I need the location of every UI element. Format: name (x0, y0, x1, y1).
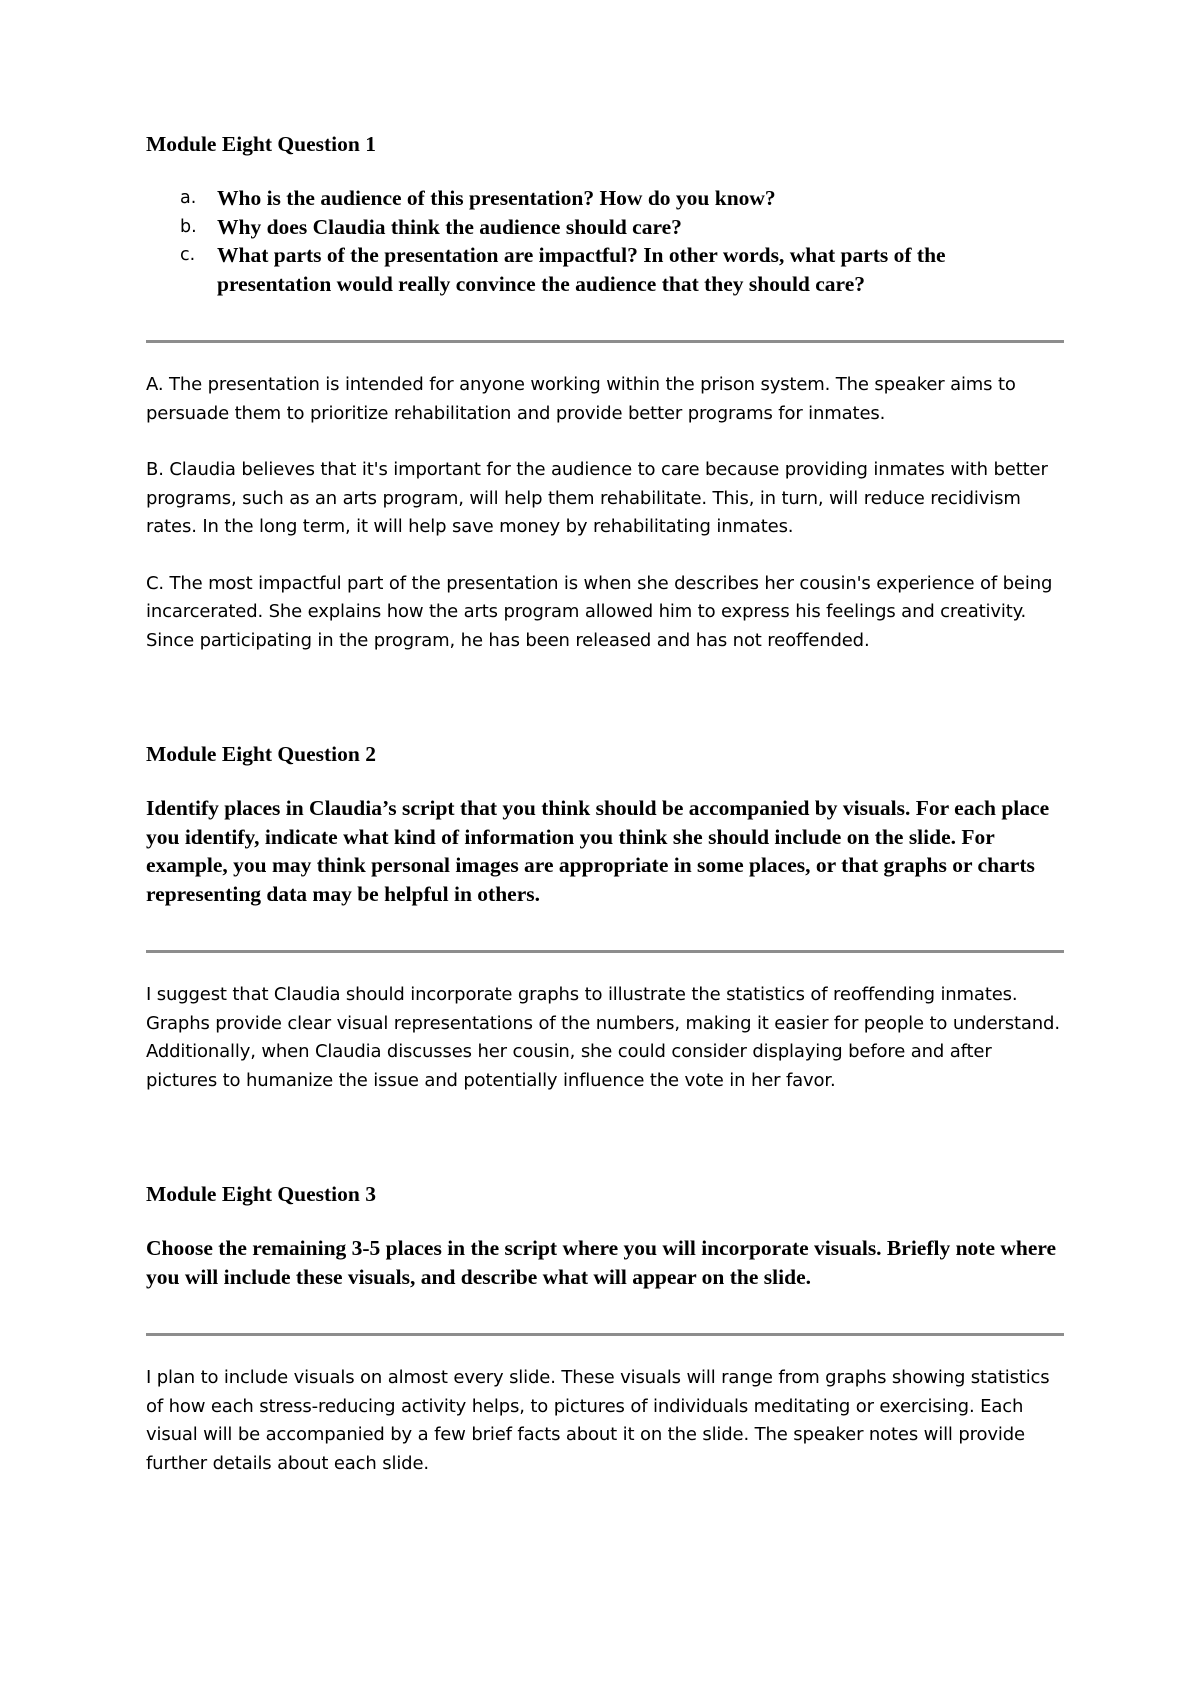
question-2-prompt: Identify places in Claudia’s script that you think should be accompanied by visuals. For each place you identify, indicate what kind of information you think she should include on the slide. For example, you may think personal images are appropriate in some places, or that graphs or charts representing data may be helpful in others. (146, 796, 1050, 906)
list-marker: c. (180, 245, 196, 265)
question-1-section (146, 130, 1064, 655)
question-1-title: Module Eight Question 1 (146, 132, 376, 156)
section-divider (146, 1333, 1064, 1336)
question-1-item-a (146, 184, 1064, 213)
list-item-text: Who is the audience of this presentation? How do you know? (217, 186, 776, 210)
question-3-section (146, 1180, 1064, 1478)
list-marker: a. (180, 188, 197, 208)
answer-1c: C. The most impactful part of the presentation is when she describes her cousin's experience of being incarcerated. She explains how the arts program allowed him to express his feelings and creativity. Since participating in the program, he has been released and has not reoffended. (146, 572, 1053, 651)
question-1-item-b (146, 213, 1064, 242)
list-item-text: Why does Claudia think the audience should care? (217, 214, 682, 239)
question-2-title: Module Eight Question 2 (146, 742, 376, 766)
answer-2: I suggest that Claudia should incorporate graphs to illustrate the statistics of reoffending inmates. Graphs provide clear visual representations of the numbers, making it easier for people to understand. Additionally, when Claudia discusses her cousin, she could consider displaying before and after pictures to humanize the issue and potentially influence the vote in her favor. (146, 984, 1060, 1091)
answer-1a: A. The presentation is intended for anyone working within the prison system. The speaker aims to persuade them to prioritize rehabilitation and provide better programs for inmates. (146, 374, 1016, 424)
document-page (146, 130, 1064, 1478)
question-3-prompt: Choose the remaining 3-5 places in the script where you will incorporate visuals. Briefly note where you will include these visuals, and describe what will appear on the slide. (146, 1236, 1057, 1289)
question-1-list (146, 184, 1064, 298)
question-3-title: Module Eight Question 3 (146, 1182, 376, 1206)
question-2-section (146, 740, 1064, 1095)
question-1-item-c (146, 241, 1064, 298)
list-item-text: What parts of the presentation are impactful? In other words, what parts of the presentation would really convince the audience that they should care? (217, 243, 946, 296)
answer-1b: B. Claudia believes that it's important for the audience to care because providing inmates with better programs, such as an arts program, will help them rehabilitate. This, in turn, will reduce recidivism rates. In the long term, it will help save money by rehabilitating inmates. (146, 459, 1048, 537)
section-divider (146, 950, 1064, 953)
answer-3: I plan to include visuals on almost every slide. These visuals will range from graphs showing statistics of how each stress-reducing activity helps, to pictures of individuals meditating or exercising. Each visual will be accompanied by a few brief facts about it on the slide. The speaker notes will provide further details about each slide. (146, 1367, 1050, 1474)
section-divider (146, 340, 1064, 343)
list-marker: b. (180, 216, 197, 237)
